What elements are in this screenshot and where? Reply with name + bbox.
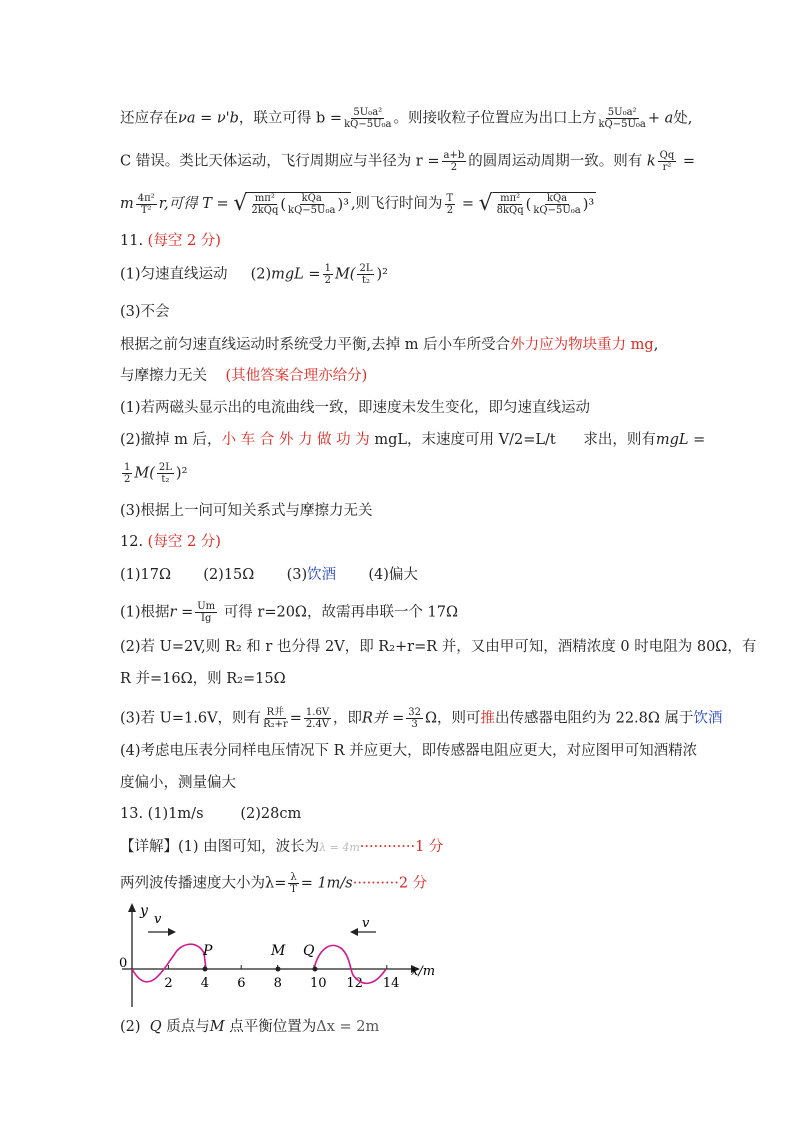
q11-detail-2	[120, 429, 705, 451]
fraction: $\frac{T}{2}$	[446, 192, 454, 216]
fraction: $\frac{1}{2}$	[324, 263, 331, 286]
point-Q	[313, 967, 318, 972]
math: r,可得 T =	[158, 196, 229, 212]
velocity-left-label: v	[154, 912, 162, 927]
text: 处,	[673, 110, 693, 127]
fraction: $\frac{\text{5U₀a²}}{\text{kQ−5U₀a}}$	[344, 107, 392, 130]
math: mgL =	[271, 266, 321, 283]
q11-explanation-2	[120, 365, 367, 387]
text: mgL，末速度可用 V/2=L/t	[369, 432, 556, 448]
math: = 1m/s	[300, 875, 353, 892]
q11-explanation	[120, 334, 658, 356]
x-tick-label: 4	[200, 976, 210, 991]
highlight: 推	[480, 710, 495, 727]
fraction: $\frac{1.6V}{2.4V}$	[305, 707, 330, 730]
math: M	[209, 1019, 225, 1035]
text-line-1	[120, 107, 692, 130]
q12-detail-2	[120, 636, 756, 658]
math: r =	[169, 604, 194, 621]
fraction: $\frac{a+b}{2}$	[443, 150, 465, 173]
highlight: 小 车 合 外 力 做 功 为	[221, 432, 370, 448]
label-P: P	[203, 943, 213, 959]
q11-detail-formula	[120, 462, 187, 485]
q11-detail-3	[120, 500, 373, 522]
text: (4)考虑电压表分同样电压情况下 R 并应更大，即传感器电阻应更大，对应图甲可知酒精浓	[120, 743, 698, 759]
q12-detail-1	[120, 601, 458, 624]
text: (1)匀速直线运动	[120, 266, 228, 283]
math: R并 =	[362, 710, 405, 727]
q13-detail-1	[120, 836, 443, 859]
fraction: $\frac{\text{R并}}{\text{R₂+r}}$	[263, 707, 288, 730]
text: ，即	[333, 710, 363, 727]
text: 根据之前匀速直线运动时系统受力平衡,去掉 m 后小车所受合	[120, 337, 511, 353]
score-note: ············1 分	[359, 839, 444, 855]
text: C 错误。类比天体运动，飞行周期应与半径为 r =	[120, 153, 440, 170]
q11-heading	[120, 230, 221, 252]
text: 求出，则有	[583, 432, 656, 448]
math: + a	[647, 110, 674, 127]
x-tick-label: 6	[237, 976, 246, 991]
text: ,则飞行时间为	[350, 196, 443, 212]
q11-part3	[120, 301, 170, 323]
score-note: (每空 2 分)	[147, 534, 221, 550]
q12-detail-5	[120, 740, 697, 762]
text: (4)偏大	[368, 567, 418, 583]
text: 13. (1)1m/s (2)28cm	[120, 806, 302, 822]
y-axis-label: y	[140, 903, 148, 919]
point-P	[203, 967, 208, 972]
text-line-2	[120, 150, 695, 173]
x-tick-label: 14	[382, 976, 400, 991]
text: 点平衡位置为	[229, 1019, 317, 1035]
q12-detail-6	[120, 772, 236, 794]
text: (2)	[250, 266, 272, 283]
text: 与摩擦力无关	[120, 368, 207, 384]
fraction: $\frac{\text{5U₀a²}}{\text{kQ−5U₀a}}$	[598, 107, 646, 130]
q12-detail-3	[120, 668, 286, 690]
q11-detail-1	[120, 397, 590, 419]
text: =	[682, 153, 696, 170]
text: (1)17Ω	[120, 567, 172, 583]
score-note: (其他答案合理亦给分)	[225, 368, 368, 384]
q12-detail-4	[120, 707, 723, 730]
x-tick-label: 10	[310, 976, 327, 991]
y-axis-arrow	[128, 903, 136, 912]
x-tick-label: 8	[273, 976, 282, 991]
text: (3)不会	[120, 304, 170, 320]
sqrt-expression: √ $\frac{\text{mπ²}}{\text{2kQq}}$ ( $\frac{\text{kQa}}{\text{kQ−5U₀a}}$ )³	[233, 191, 349, 216]
math: )²	[175, 465, 188, 482]
text: =	[461, 196, 474, 212]
text: (3)若 U=1.6V，则有	[120, 710, 262, 727]
math: mgL =	[655, 432, 706, 448]
velocity-right-label: v	[362, 916, 370, 931]
math: M(	[334, 266, 356, 283]
text: (1)若两磁头显示出的电流曲线一致，即速度未发生变化，即匀速直线运动	[120, 400, 591, 416]
highlight: 饮酒	[693, 710, 723, 727]
q11-answers	[120, 263, 388, 286]
label-M: M	[271, 943, 286, 959]
q12-answers	[120, 564, 418, 586]
fraction: $\frac{\lambda}{T}$	[290, 872, 297, 895]
point-M	[276, 967, 281, 972]
question-number: 12.	[120, 534, 144, 550]
text: 度偏小，测量偏大	[120, 775, 236, 791]
x-tick-label: 12	[346, 976, 363, 991]
fraction: $\frac{\text{4π²}}{\text{T²}}$	[137, 192, 155, 216]
origin-label: 0	[119, 956, 128, 971]
q12-heading	[120, 531, 221, 553]
text: (2)15Ω	[203, 567, 255, 583]
fraction: $\frac{1}{2}$	[124, 462, 131, 485]
sqrt-expression: √ $\frac{\text{mπ²}}{\text{8kQq}}$ ( $\frac{\text{kQa}}{\text{kQ−5U₀a}}$ )³	[478, 191, 595, 216]
text: 。则接收粒子位置应为出口上方	[393, 110, 597, 127]
math: m	[120, 196, 134, 212]
math: )²	[376, 266, 388, 283]
math: M(	[134, 465, 155, 482]
text: 出传感器电阻约为 22.8Ω 属于	[495, 710, 694, 727]
math: k	[646, 153, 656, 170]
text: ，联立可得 b =	[238, 110, 343, 127]
text: 【详解】(1) 由图可知，波长为	[120, 839, 320, 855]
x-axis-label: x/m	[411, 964, 436, 979]
text: 的圆周运动周期一致。则有	[468, 153, 643, 170]
text: (2)	[120, 1019, 141, 1035]
x-tick-label: 2	[164, 976, 173, 991]
score-note: (每空 2 分)	[147, 233, 221, 249]
text: (2)撤掉 m 后，	[120, 432, 222, 448]
text: 质点与	[166, 1019, 210, 1035]
q13-answers	[120, 803, 301, 825]
math: νa = ν'b	[178, 110, 239, 127]
text: Ω，则可	[424, 710, 481, 727]
math: λ = 4m	[319, 841, 360, 854]
text: (1)根据	[120, 604, 170, 621]
text: ,	[653, 337, 659, 353]
score-note: ··········2 分	[352, 875, 428, 892]
velocity-left-arrowhead	[168, 928, 176, 936]
text: =	[289, 710, 302, 727]
highlight: 外力应为物块重力 mg	[510, 337, 654, 353]
text: (3)	[286, 567, 308, 583]
fraction: $\frac{Um}{Ig}$	[197, 601, 216, 624]
text: 可得 r=20Ω，故需再串联一个 17Ω	[219, 604, 459, 621]
math: Q	[149, 1019, 162, 1035]
highlight: 饮酒	[307, 567, 337, 583]
math: Δx = 2m	[316, 1019, 380, 1035]
text: 两列波传播速度大小为λ=	[120, 875, 287, 892]
q13-detail-2	[120, 872, 427, 895]
question-number: 11.	[120, 233, 144, 249]
wave-graph	[110, 895, 450, 1010]
q13-detail-3	[120, 1016, 379, 1038]
velocity-right-arrowhead	[350, 928, 358, 936]
text-line-3	[120, 192, 596, 216]
label-Q: Q	[303, 943, 315, 959]
fraction: $\frac{Qq}{\text{r²}}$	[659, 150, 675, 173]
text: (2)若 U=2V,则 R₂ 和 r 也分得 2V，即 R₂+r=R 并，又由甲可知，酒精浓度 0 时电阻为 80Ω，有	[120, 639, 757, 655]
fraction: $\frac{2L}{\text{t₂}}$	[158, 462, 172, 485]
text: R 并=16Ω，则 R₂=15Ω	[120, 671, 286, 687]
text: 还应存在	[120, 110, 178, 127]
fraction: $\frac{32}{3}$	[408, 707, 421, 730]
fraction: $\frac{2L}{\text{t₂}}$	[359, 263, 373, 286]
text: (3)根据上一问可知关系式与摩擦力无关	[120, 503, 373, 519]
